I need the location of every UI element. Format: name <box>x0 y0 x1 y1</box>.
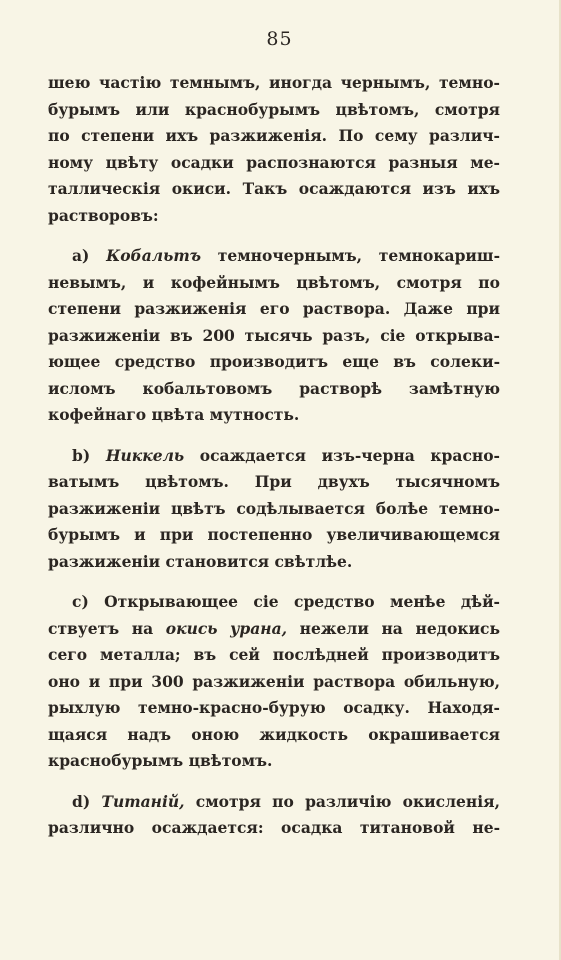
text-line: разжиженіи становится свѣтлѣе. <box>48 551 353 571</box>
text-line: шею частію темнымъ, иногда чернымъ, темно- <box>48 73 500 92</box>
text-line: рыхлую темно-красно-бурую осадку. Находя- <box>48 698 500 717</box>
text-line: разжиженіи цвѣтъ содѣлывается болѣе темно- <box>48 498 500 518</box>
text-line: кофейнаго цвѣта мутность. <box>48 405 300 424</box>
item-marker: d) <box>72 791 102 811</box>
body-text <box>48 70 500 842</box>
text-line-heading-b <box>48 443 500 470</box>
text-line: бурымъ и при постепенно увеличивающемся <box>48 525 500 544</box>
text-line: таллическія окиси. Такъ осаждаются изъ ихъ <box>48 179 500 198</box>
text-fragment: темночернымъ, темнокариш- <box>201 246 500 265</box>
text-line-heading-a <box>48 243 500 270</box>
text-line-heading-c: c) Открывающее сіе средство менѣе дѣй- <box>72 592 500 611</box>
element-name-titanium: Титаній, <box>101 791 185 811</box>
text-fragment: осаждается изъ-черна красно- <box>184 445 500 465</box>
text-line: степени разжиженія его раствора. Даже при <box>48 299 500 318</box>
text-line: ватымъ цвѣтомъ. При двухъ тысячномъ <box>48 472 500 491</box>
text-line: ющее средство производитъ еще въ солеки- <box>48 352 500 371</box>
text-line: оно и при 300 разжиженіи раствора обильную, <box>48 671 500 691</box>
text-line: исломъ кобальтовомъ растворѣ замѣтную <box>48 378 500 398</box>
text-fragment: смотря по различію окисленія, <box>184 791 500 811</box>
text-fragment: нежели на недокись <box>287 618 500 638</box>
text-line: невымъ, и кофейнымъ цвѣтомъ, смотря по <box>48 272 500 292</box>
text-line: щаяся надъ оною жидкость окрашивается <box>48 724 500 744</box>
item-marker: а) <box>72 246 107 265</box>
text-fragment: ствуетъ на <box>48 618 166 638</box>
item-marker: b) <box>72 445 106 465</box>
element-name-nickel: Никкель <box>105 445 185 465</box>
text-line: по степени ихъ разжиженія. По сему различ- <box>48 126 500 145</box>
text-line: различно осаждается: осадка титановой не- <box>48 818 500 837</box>
text-line: разжиженіи въ 200 тысячь разъ, сіе открыва- <box>48 325 500 345</box>
text-line: ному цвѣту осадки распознаются разныя ме- <box>48 152 500 172</box>
page-number: 85 <box>266 28 293 50</box>
term-uranium-oxide: окись урана, <box>165 618 288 638</box>
text-line: сего металла; въ сей послѣдней производитъ <box>48 645 500 664</box>
text-line <box>48 616 500 643</box>
text-line: бурымъ или краснобурымъ цвѣтомъ, смотря <box>48 99 500 119</box>
text-line: краснобурымъ цвѣтомъ. <box>48 751 273 770</box>
text-line: растворовъ: <box>48 205 159 225</box>
element-name-cobalt: Кобальтъ <box>106 246 202 265</box>
text-line-heading-d <box>48 789 500 816</box>
